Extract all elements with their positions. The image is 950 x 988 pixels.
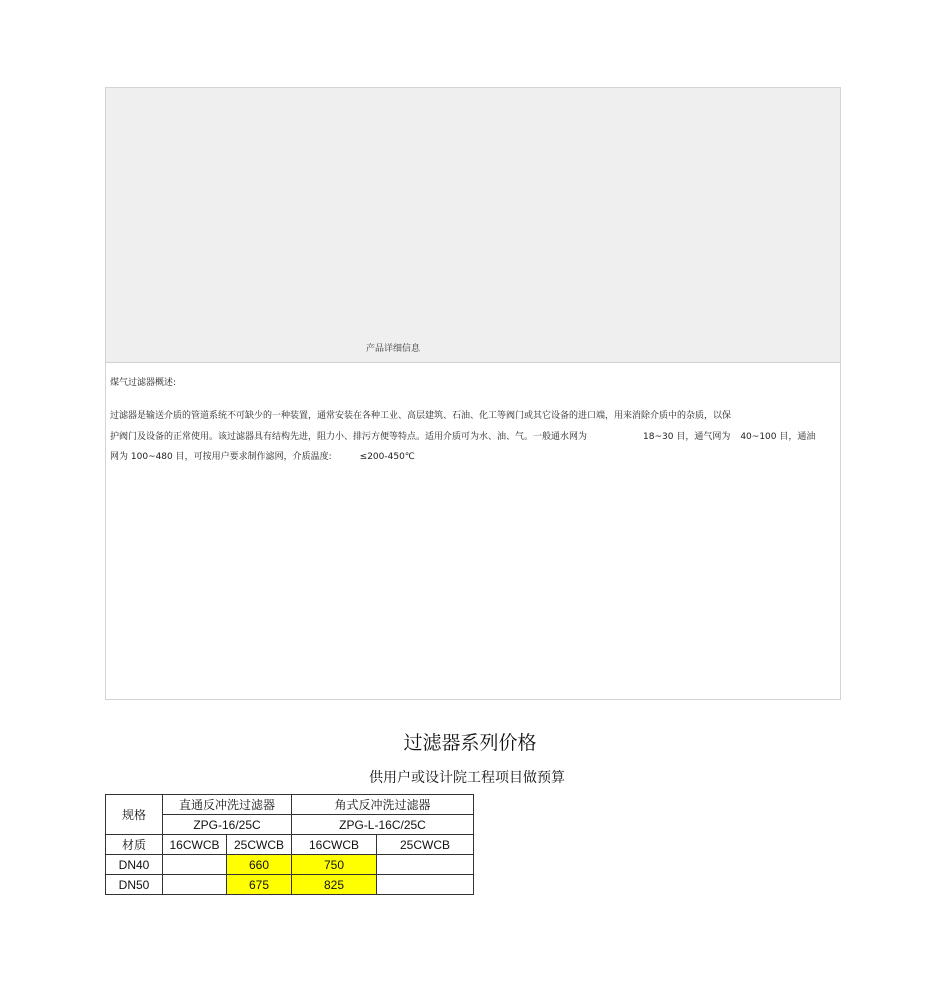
material-cell: 16CWCB [163,835,227,855]
price-cell [163,875,227,895]
description-line-1 [110,408,731,421]
description-line-2 [110,429,815,442]
description-text: ≤200-450℃ [359,452,415,462]
size-cell: DN40 [106,855,163,875]
spec-header: 规格 [106,795,163,835]
size-cell: DN50 [106,875,163,895]
price-cell: 750 [292,855,377,875]
panel-header [106,88,840,363]
price-cell [163,855,227,875]
description-text: 18~30 目，通气网为 [643,432,731,442]
product-detail-panel [105,87,841,700]
table-row [106,875,474,895]
description-text: 网为 100~480 目，可按用户要求制作滤网，介质温度: [110,452,332,462]
price-cell: 660 [227,855,292,875]
table-row [106,855,474,875]
straight-filter-name: 直通反冲洗过滤器 [163,795,292,815]
description-text: 护阀门及设备的正常使用。该过滤器具有结构先进，阻力小、排污方便等特点。适用介质可为水、油、气。一般通水网为 [110,432,588,442]
table-row [106,835,474,855]
price-table [105,794,474,895]
overview-heading: 煤气过滤器概述: [110,378,177,388]
table-row [106,795,474,815]
price-cell [377,855,474,875]
straight-filter-model: ZPG-16/25C [163,815,292,835]
panel-header-label: 产品详细信息 [366,344,421,354]
material-cell: 16CWCB [292,835,377,855]
description-text: 过滤器是输送介质的管道系统不可缺少的一种装置，通常安装在各种工业、高层建筑、石油、化工等阀门或其它设备的进口端，用来消除介质中的杂质，以保 [110,411,732,421]
price-series-title: 过滤器系列价格 [403,732,537,754]
price-cell: 675 [227,875,292,895]
price-cell [377,875,474,895]
angle-filter-name: 角式反冲洗过滤器 [292,795,474,815]
price-cell: 825 [292,875,377,895]
description-line-3 [110,449,415,462]
material-cell: 25CWCB [377,835,474,855]
description-text: 40~100 目，通油 [740,432,816,442]
price-series-subtitle: 供用户或设计院工程项目做预算 [369,770,565,786]
angle-filter-model: ZPG-L-16C/25C [292,815,474,835]
material-header: 材质 [106,835,163,855]
material-cell: 25CWCB [227,835,292,855]
